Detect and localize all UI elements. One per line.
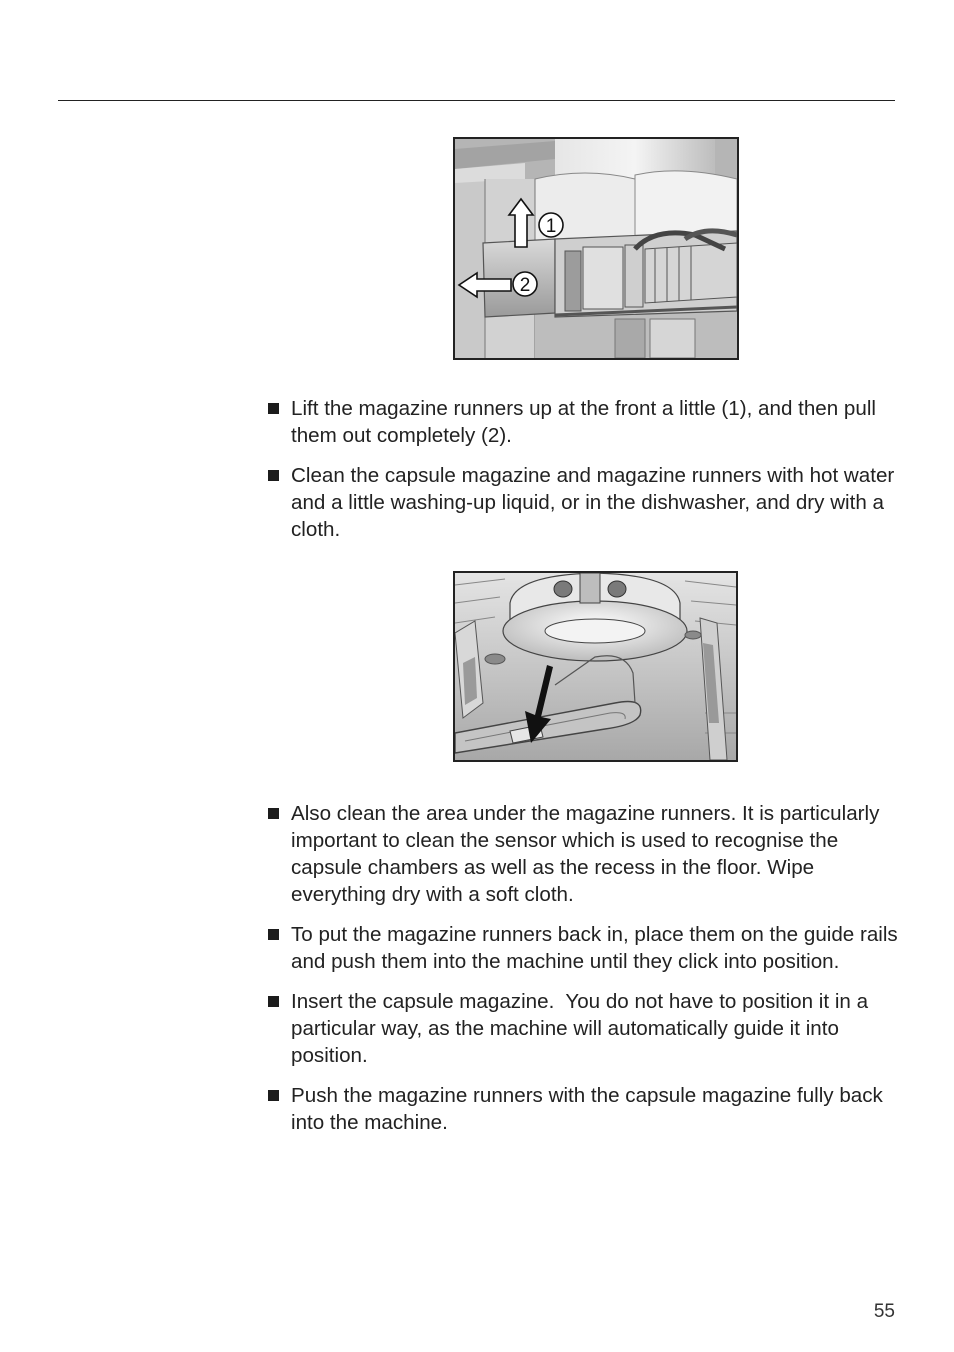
step-text: Lift the magazine runners up at the front a little (1), and then pull them out completely (2).: [291, 397, 876, 447]
step-text: Also clean the area under the magazine runners. It is particularly important to clean the sensor which is used to recognise the capsule chambers as well as the recess in the floor. Wipe everything dry with a soft cloth.: [291, 802, 880, 906]
square-bullet-icon: [268, 403, 279, 414]
square-bullet-icon: [268, 1090, 279, 1101]
instruction-step: [268, 988, 898, 1069]
step-text: Insert the capsule magazine. You do not have to position it in a particular way, as the machine will automatically guide it into position.: [291, 990, 874, 1067]
instruction-step: [268, 395, 898, 449]
runners-removal-illustration: [453, 137, 739, 360]
step-text: To put the magazine runners back in, place them on the guide rails and push them into the machine until they click into position.: [291, 923, 898, 973]
page-number: 55: [873, 1301, 895, 1322]
instruction-list-1: [268, 395, 898, 556]
step-text: Push the magazine runners with the capsule magazine fully back into the machine.: [291, 1084, 883, 1134]
instruction-step: [268, 921, 898, 975]
square-bullet-icon: [268, 929, 279, 940]
sensor-area-illustration: [453, 571, 738, 762]
instruction-list-2: [268, 800, 898, 1149]
svg-text:1: 1: [545, 216, 557, 237]
square-bullet-icon: [268, 470, 279, 481]
callout-1: [539, 213, 563, 237]
svg-text:2: 2: [519, 275, 531, 296]
instruction-step: [268, 1082, 898, 1136]
instruction-step: [268, 462, 898, 543]
runners-removal-drawing: [455, 139, 737, 358]
instruction-step: [268, 800, 898, 908]
callout-2: [513, 272, 537, 296]
top-rule: [58, 100, 895, 101]
sensor-area-drawing: [455, 573, 736, 760]
square-bullet-icon: [268, 808, 279, 819]
square-bullet-icon: [268, 996, 279, 1007]
step-text: Clean the capsule magazine and magazine runners with hot water and a little washing-up liquid, or in the dishwasher, and dry with a cloth.: [291, 464, 895, 541]
